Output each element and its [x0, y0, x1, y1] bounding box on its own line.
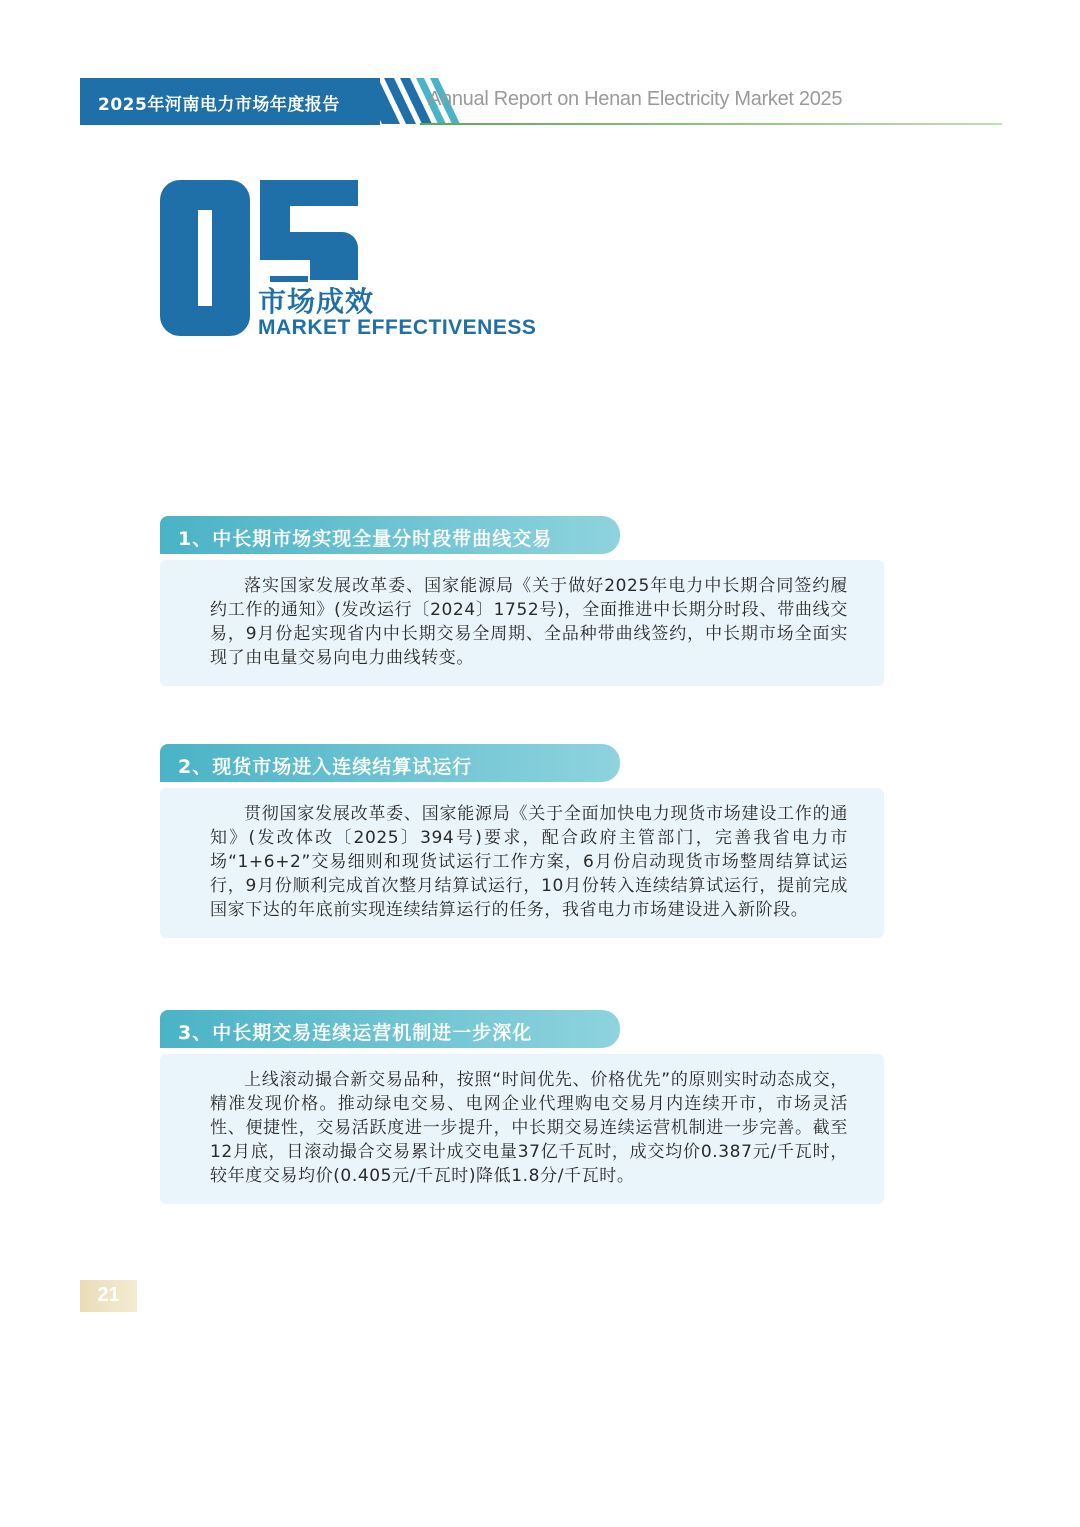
section-1 — [160, 516, 884, 686]
header-title-band — [80, 78, 380, 124]
section-1-title: 1、中长期市场实现全量分时段带曲线交易 — [178, 528, 553, 550]
section-3-tab — [160, 1010, 620, 1048]
section-2-tab — [160, 744, 620, 782]
section-3-body: 上线滚动撮合新交易品种，按照“时间优先、价格优先”的原则实时动态成交，精准发现价格。推动绿电交易、电网企业代理购电交易月内连续开市，市场灵活性、便捷性，交易活跃度进一步提升，中长期交易连续运营机制进一步完善。截至12月底，日滚动撮合交易累计成交电量37亿千瓦时，成交均价0.387元/千瓦时，较年度交易均价(0.405元/千瓦时)降低1.8分/千瓦时。 — [160, 1054, 884, 1204]
chapter-heading — [160, 180, 560, 350]
section-1-tab — [160, 516, 620, 554]
header-title-en: Annual Report on Henan Electricity Market 2025 — [428, 88, 843, 110]
report-header — [80, 78, 1002, 126]
chapter-title-en: MARKET EFFECTIVENESS — [258, 316, 537, 339]
chapter-title-cn: 市场成效 — [258, 285, 375, 318]
page-number-badge — [80, 1280, 137, 1312]
section-2-body: 贯彻国家发展改革委、国家能源局《关于全面加快电力现货市场建设工作的通知》(发改体改〔2025〕394号)要求，配合政府主管部门，完善我省电力市场“1+6+2”交易细则和现货试运行工作方案，6月份启动现货市场整周结算试运行，9月份顺利完成首次整月结算试运行，10月份转入连续结算试运行，提前完成国家下达的年底前实现连续结算运行的任务，我省电力市场建设进入新阶段。 — [160, 788, 884, 938]
section-2 — [160, 744, 884, 938]
header-title-cn: 2025年河南电力市场年度报告 — [98, 95, 340, 115]
header-underline — [80, 123, 1002, 125]
page-number: 21 — [97, 1284, 120, 1306]
section-3 — [160, 1010, 884, 1204]
section-3-title: 3、中长期交易连续运营机制进一步深化 — [178, 1022, 533, 1044]
section-2-title: 2、现货市场进入连续结算试运行 — [178, 756, 473, 778]
section-1-body: 落实国家发展改革委、国家能源局《关于做好2025年电力中长期合同签约履约工作的通知》(发改运行〔2024〕1752号)，全面推进中长期分时段、带曲线交易，9月份起实现省内中长期交易全周期、全品种带曲线签约，中长期市场全面实现了由电量交易向电力曲线转变。 — [160, 560, 884, 686]
